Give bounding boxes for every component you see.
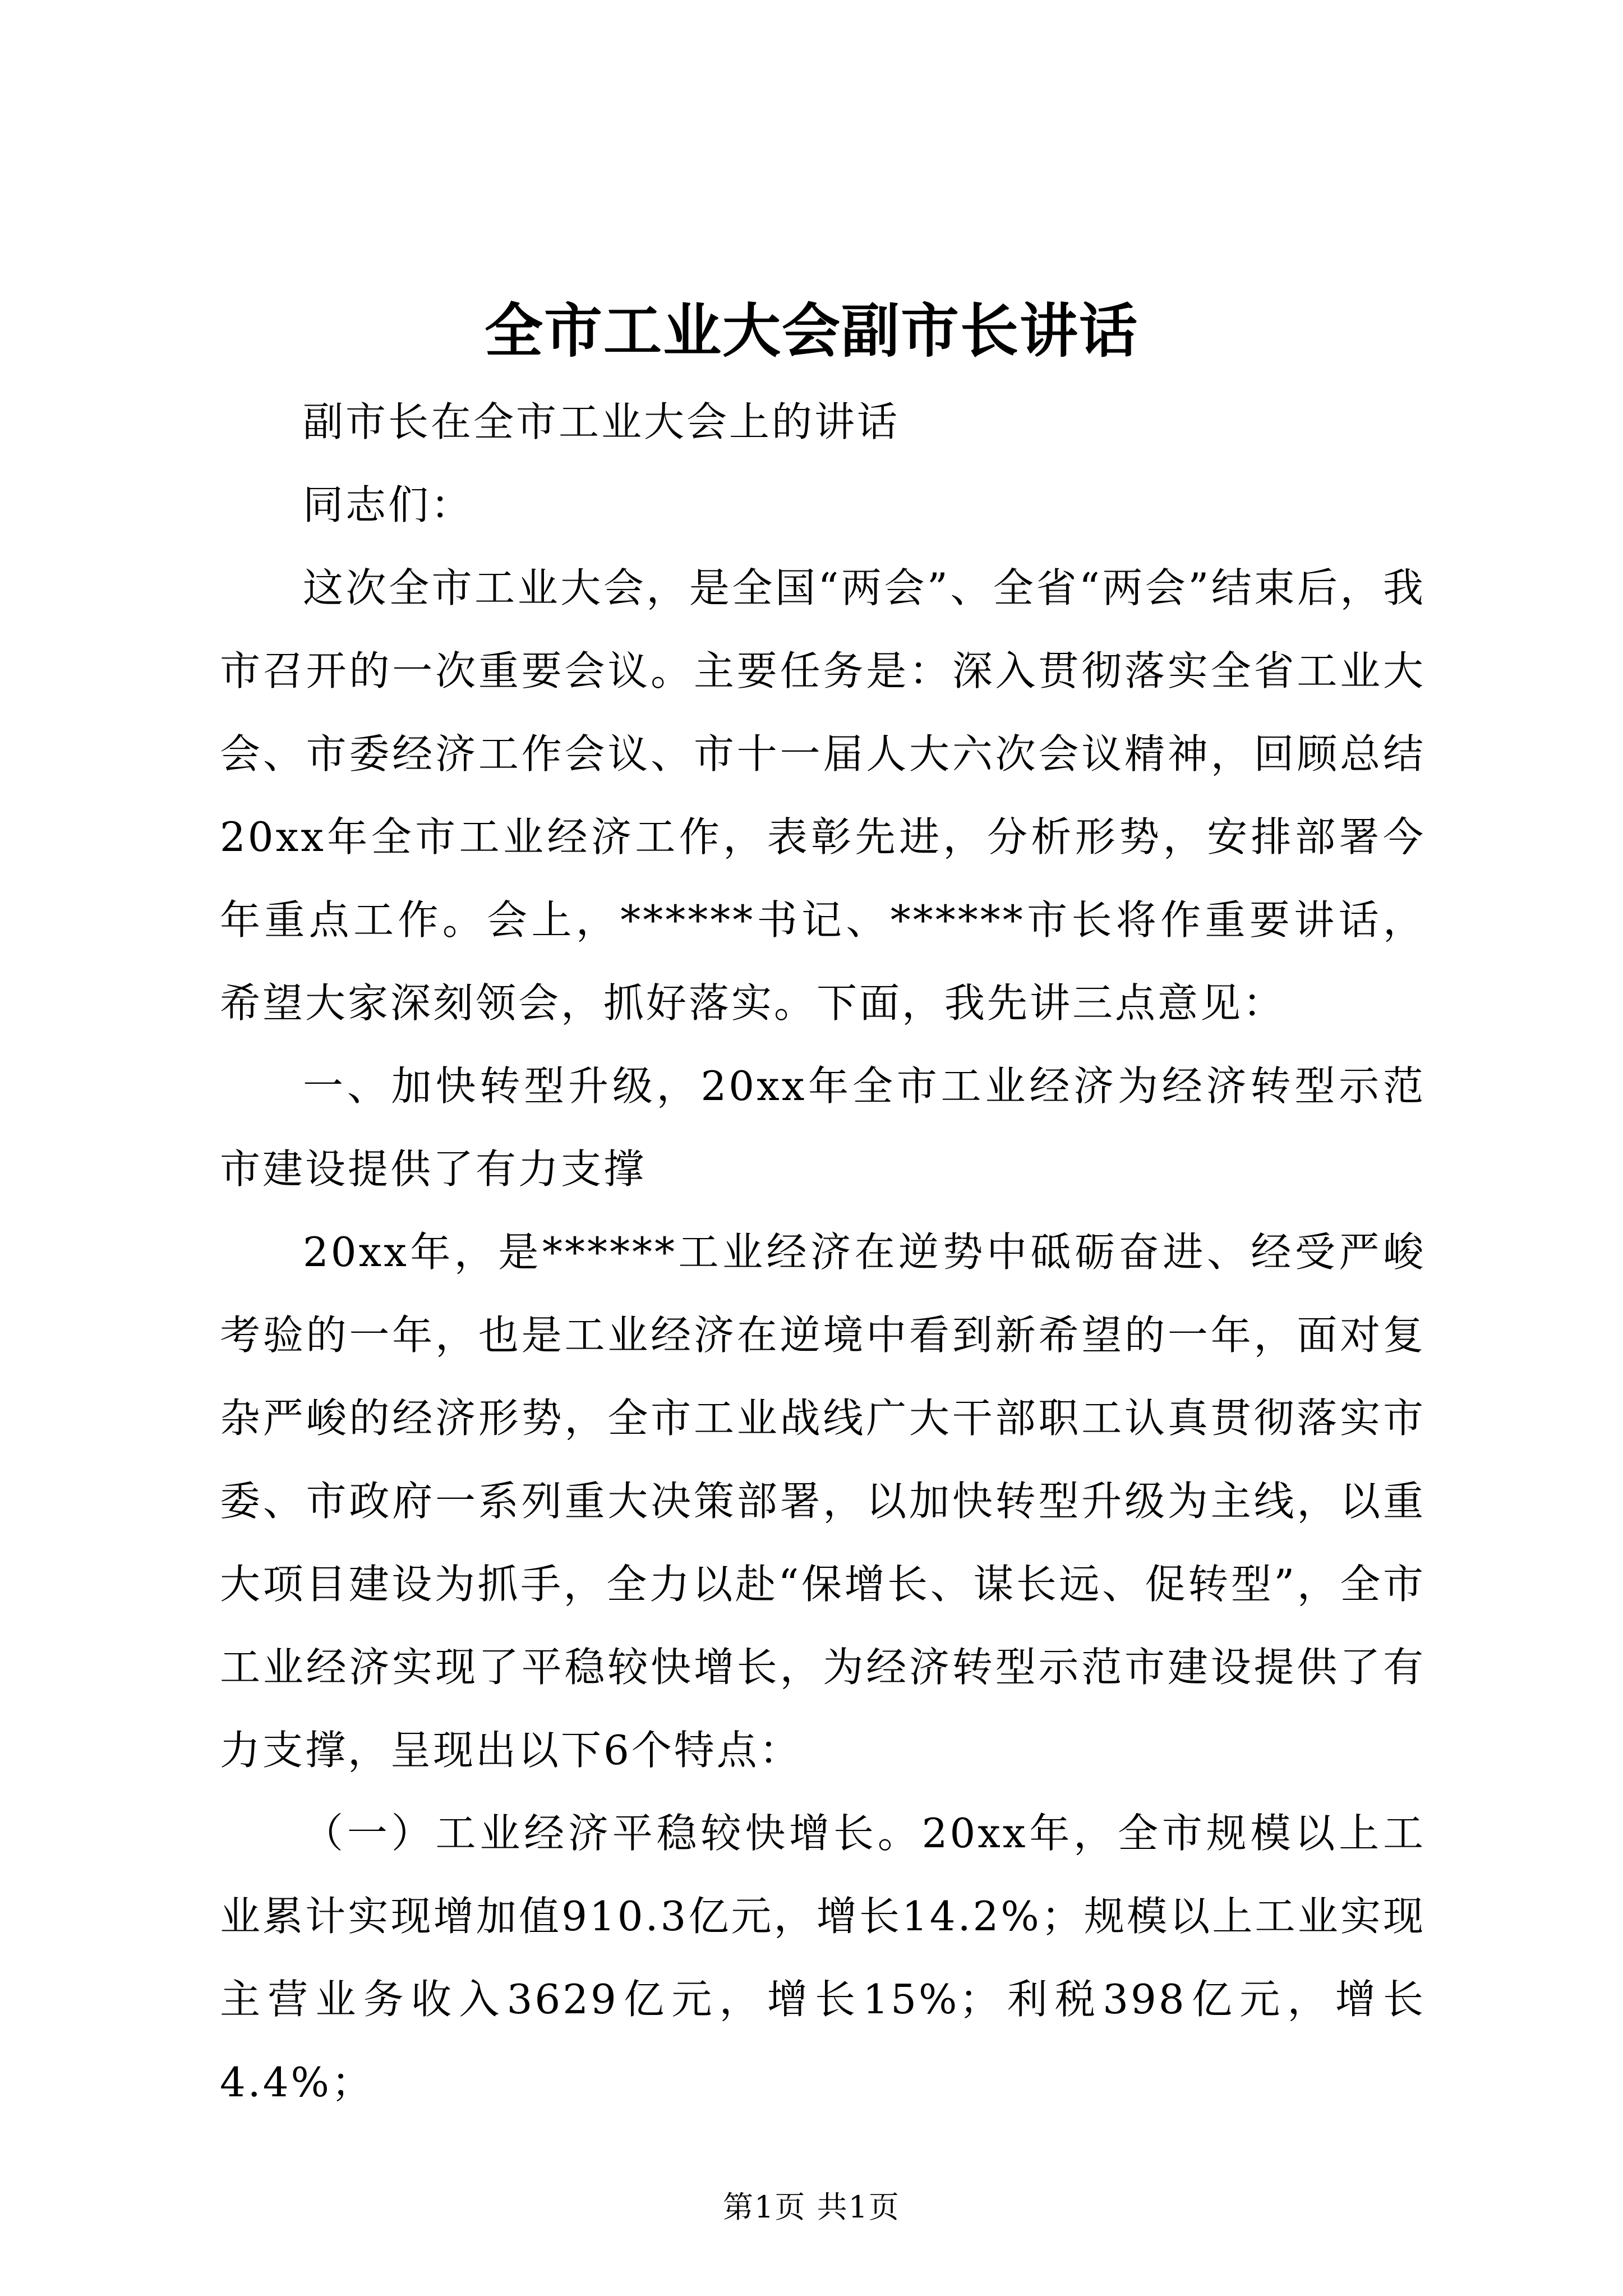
body-paragraph: 20xx年，是******工业经济在逆势中砥砺奋进、经受严峻考验的一年，也是工业经济在逆境中看到新希望的一年，面对复杂严峻的经济形势，全市工业战线广大干部职工认真贯彻落实市委、市政府一系列重大决策部署，以加快转型升级为主线，以重大项目建设为抓手，全力以赴“保增长、谋长远、促转型”，全市工业经济实现了平稳较快增长，为经济转型示范市建设提供了有力支撑，呈现出以下6个特点： xyxy=(220,1228,1426,1774)
body-paragraph: （一）工业经济平稳较快增长。20xx年，全市规模以上工业累计实现增加值910.3亿元，增长14.2%；规模以上工业实现主营业务收入3629亿元，增长15%；利税398亿元，增长4.4%； xyxy=(220,1810,1426,2106)
page-footer: 第1页 共1页 xyxy=(723,2189,900,2225)
document-body xyxy=(220,380,1426,2124)
body-paragraph: 这次全市工业大会，是全国“两会”、全省“两会”结束后，我市召开的一次重要会议。主要任务是：深入贯彻落实全省工业大会、市委经济工作会议、市十一届人大六次会议精神，回顾总结20xx年全市工业经济工作，表彰先进，分析形势，安排部署今年重点工作。会上，******书记、******市长将作重要讲话，希望大家深刻领会，抓好落实。下面，我先讲三点意见： xyxy=(220,564,1426,1027)
subtitle-paragraph: 副市长在全市工业大会上的讲话 xyxy=(303,398,900,445)
salutation-paragraph: 同志们： xyxy=(303,481,474,528)
document-title: 全市工业大会副市长讲话 xyxy=(484,296,1138,365)
section-heading: 一、加快转型升级，20xx年全市工业经济为经济转型示范市建设提供了有力支撑 xyxy=(220,1062,1426,1193)
